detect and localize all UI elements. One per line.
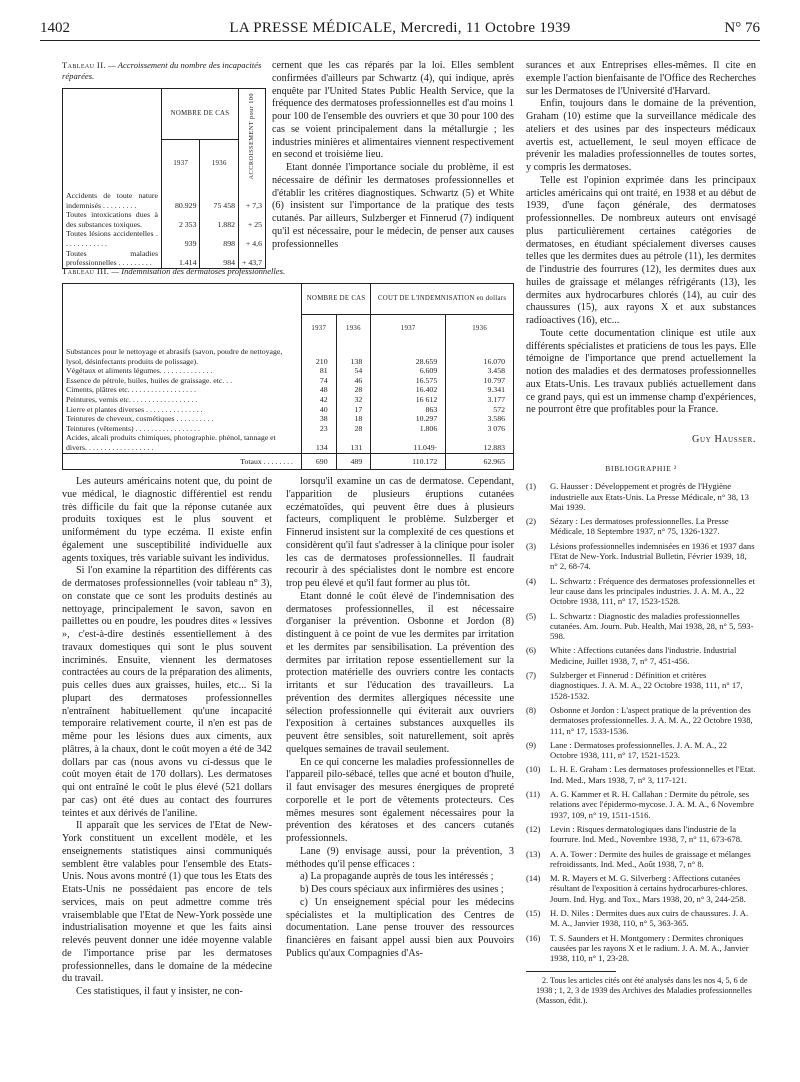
table-row <box>63 376 514 386</box>
cell-value: 10.297 <box>371 414 446 424</box>
paragraph: surances et aux Entreprises elles-mêmes. Il cite en exemple l'action bienfaisante de l'Office des Recherches sur les Dermatoses de l'Université d'Harvard. <box>526 60 756 97</box>
row-label: Végétaux et aliments légumes. . . . . . . . . . . . . . <box>66 366 213 376</box>
cell-value: + 4,6 <box>239 229 266 248</box>
bibliography-entry <box>526 849 756 870</box>
cell-value: + 25 <box>239 210 266 229</box>
paragraph: c) Un enseignement spécial pour les médecins spécialistes et la multiplication des Centres de documentation. Lane pense trouver des ressources financières en faisant appel aussi bien aux Pouvoirs Publics qu'aux Compagnies d'As- <box>286 896 514 959</box>
cell-value: 48 <box>302 385 337 395</box>
paragraph: Il apparaît que les services de l'Etat de New-York constituent un excellent modèle, et les enseignements statistiques ainsi communiqués semblent être valables pour l'ensemble des Etats-Unis. Nous avons montré (1) que tous les Etats des Etats-Unis ne possédaient pas encore de tels services, mais on peut admettre comme très vraisemblable que l'Etat de New-York possède une industrialisation moyenne et que les faits ainsi relevés peuvent donner une idée moyenne valable de l'importance prise par les dermatoses professionnelles, dans le domaine de la médecine du travail. <box>62 820 272 985</box>
bibliography-entry <box>526 908 756 929</box>
signature: Guy Hausser. <box>692 434 756 445</box>
ref-text: Osbonne et Jordon : L'aspect pratique de la prévention des dermatoses professionnelles. J. A. M. A., 22 Octobre 1938, 111, n° 17, 1533-1536. <box>550 704 753 736</box>
bibliography-entry <box>526 705 756 736</box>
cell-value: 1.806 <box>371 424 446 434</box>
row-label: Toutes lésions accidentelles . . . . . . . . . . . . <box>66 229 158 249</box>
cell-value: 9.341 <box>446 385 514 395</box>
table-2-body <box>63 187 266 268</box>
table-row <box>63 385 514 395</box>
cell-value: 10.797 <box>446 376 514 386</box>
table-row <box>63 405 514 415</box>
table-3-year: 1936 <box>336 315 371 344</box>
cell-value: 18 <box>336 414 371 424</box>
ref-text: L. H. E. Graham : Les dermatoses professionnelles et l'Etat. Ind. Med., Mars 1938, 7, n° 3, 117-121. <box>550 764 756 785</box>
paragraph: lorsqu'il examine un cas de dermatose. Cependant, l'apparition de plusieurs éruptions cutanées eczématoïdes, qui peuvent être dues à plusieurs facteurs, compliquent le problème. Sulzberger et Finnerud insistent sur la complexité de ces questions et considèrent qu'il faut s'adresser à la clinique pour isoler les cas de dermatoses professionnelles. Il faudrait recourir à des spécialistes dont le nombre est encore trop peu élevé et qu'il faut former au plus tôt. <box>286 476 514 589</box>
cell-value: 690 <box>302 453 337 470</box>
cell-value: 3 076 <box>446 424 514 434</box>
ref-text: G. Hausser : Développement et progrès de l'Hygiène industrielle aux Etats-Unis. La Presse Médicale, n° 38, 13 Mai 1939. <box>550 481 749 512</box>
right-column-upper <box>526 60 756 417</box>
ref-text: L. Schwartz : Fréquence des dermatoses professionnelles et leur cause dans les principales industries. J. A. M. A., 22 Octobre 1938, 111, n° 17, 1523-1528. <box>550 575 755 607</box>
ref-number: (5) <box>526 610 537 621</box>
row-label: Teintures (vêtements) . . . . . . . . . . . . . . . . . <box>66 423 200 433</box>
cell-value: + 7,3 <box>239 187 266 210</box>
footnote: 2. Tous les articles cités ont été analysés dans les nos 4, 5, 6 de 1938 ; 1, 2, 3 de 1939 des Archives des Maladies professionnelles (Masson, édit.). <box>536 976 752 1006</box>
row-label: Teintures de cheveux, cosmétiques . . . . . . . . . . <box>66 414 214 424</box>
footnote-rule <box>526 971 616 972</box>
table-2-year-1937: 1937 <box>162 140 200 187</box>
ref-text: White : Affections cutanées dans l'industrie. Industrial Medicine, Juillet 1938, 7, n° 7, 451-456. <box>550 645 737 666</box>
bibliography-entry <box>526 516 756 537</box>
bibliography-entry <box>526 873 756 904</box>
row-label: Acides, alcali produits chimiques, photographie. phénol, tannage et divers. . . . . . . . . . . . . . . . . . <box>66 433 276 452</box>
bibliography-entry <box>526 541 756 572</box>
paragraph: En ce qui concerne les maladies professionnelles de l'appareil pilo-sébacé, telles que acné et bouton d'huile, il faut envisager des mesures énergiques de propreté corporelle et le port de vêtements protecteurs. Ces mêmes mesures sont également nécessaires pour la prévention des kératoses et des cancers cutanés professionnels. <box>286 756 514 844</box>
ref-number: (8) <box>526 704 537 715</box>
table-3-header-cost: COUT DE L'INDEMNISATION en dollars <box>371 284 514 315</box>
ref-number: (14) <box>526 873 541 884</box>
header-rule <box>40 40 760 41</box>
row-label: Peintures, vernis etc. . . . . . . . . . . . . . . . . . <box>66 394 198 404</box>
table-2-block <box>62 60 266 269</box>
paragraph: Telle est l'opinion exprimée dans les principaux articles américains qui ont traité, en 1938 et au début de 1939, d'une façon générale, des dermatoses professionnelles. De nombreux auteurs ont envisagé plus particulièrement certaines catégories de dermatoses, en étudiant spécialement diverses causes telles que les dermites dues au pétrole (11), les dermites de l'industrie des fourrures (12), les dermites dues aux huiles de graissage et mélanges réfrigérants (13), les dermites aux hydrocarbures chlorés (14), au cuir des chaussures (15), aux rayons X et aux substances radioactives (16), etc... <box>526 174 756 326</box>
paragraph: Les auteurs américains notent que, du point de vue médical, le diagnostic différentiel est rendu très difficile du fait que la réponse cutanée aux produits toxiques est le plus souvent et uniformément du type eczéma. Il existe enfin également une susceptibilité individuelle aux agents toxiques, très variable suivant les individus. <box>62 476 272 564</box>
cell-value: 2 353 <box>162 210 200 229</box>
ref-number: (7) <box>526 670 537 681</box>
cell-value: 75 458 <box>200 187 239 210</box>
ref-text: A. A. Tower : Dermite des huiles de graissage et mélanges refroidissants. Ind. Med., Août 1938, 7, n° 8. <box>550 848 751 869</box>
bibliography-entry <box>526 645 756 666</box>
cell-value: 12.883 <box>446 433 514 453</box>
ref-number: (13) <box>526 848 541 859</box>
cell-value: 110.172 <box>371 453 446 470</box>
table-2-header-cases: NOMBRE DE CAS <box>162 89 239 140</box>
table-row <box>63 395 514 405</box>
cell-value: 1.882 <box>200 210 239 229</box>
table-2-year-1936: 1936 <box>200 140 239 187</box>
bibliography-entry <box>526 789 756 820</box>
ref-text: Lane : Dermatoses professionnelles. J. A. M. A., 22 Octobre 1938, 111, n° 17, 1521-1523. <box>550 739 728 761</box>
table-2-caption: Tableau II. — Accroissement du nombre des incapacités réparées. <box>62 60 262 81</box>
ref-number: (11) <box>526 789 540 800</box>
ref-text: Sézary : Les dermatoses professionnelles. La Presse Médicale, 18 Septembre 1937, n° 75, 1326-1327. <box>550 516 729 537</box>
table-row <box>63 343 514 366</box>
cell-value: 80.929 <box>162 187 200 210</box>
bibliography-entry <box>526 740 756 761</box>
bibliography-entry <box>526 764 756 785</box>
row-label: Ciments, plâtres etc. . . . . . . . . . . . . . . . . . <box>66 385 196 395</box>
paragraph: cernent que les cas réparés par la loi. Elles semblent confirmées d'ailleurs par Schwartz (4), qui indique, après enquête par l'United States Public Health Service, que la fréquence des dermatoses professionnelles est d'au moins 1 pour 100 de l'ensemble des ouvriers et que 30 pour 100 des cas se voient principalement dans la métallurgie ; les industries minières et alimentaires viennent respectivement en second et troisième lieu. <box>272 60 514 161</box>
ref-number: (6) <box>526 645 537 656</box>
cell-value: 81 <box>302 366 337 376</box>
cell-value: 16.070 <box>446 343 514 366</box>
bibliography-entry <box>526 670 756 701</box>
cell-value: 489 <box>336 453 371 470</box>
ref-number: (4) <box>526 575 537 586</box>
bibliography-entry <box>526 824 756 845</box>
cell-value: + 43,7 <box>239 249 266 269</box>
cell-value: 1.414 <box>162 249 200 269</box>
page-number: 1402 <box>40 20 70 36</box>
row-label: Essence de pétrole, huiles, huiles de graissage. etc. . . <box>66 375 233 385</box>
table-row <box>63 210 266 229</box>
cell-value: 3.458 <box>446 366 514 376</box>
table-3-year: 1937 <box>302 315 337 344</box>
ref-text: L. Schwartz : Diagnostic des maladies professionnelles cutanées. Am. Journ. Pub. Health, Mai 1938, 28, n° 5, 593-598. <box>550 610 754 642</box>
cell-value: 572 <box>446 405 514 415</box>
table-row <box>63 433 514 453</box>
table-row <box>63 229 266 248</box>
cell-value: 28 <box>336 385 371 395</box>
row-label: Totaux . . . . . . . . <box>63 453 302 470</box>
ref-text: A. G. Kammer et R. H. Callahan : Dermite du pétrole, ses relations avec l'épidermo-mycose. J. A. M. A., 6 Novembre 1937, 109, n° 19, 1511-1516. <box>550 789 754 820</box>
cell-value: 6.609 <box>371 366 446 376</box>
paragraph: b) Des cours spéciaux aux infirmières des usines ; <box>300 884 504 895</box>
journal-title: LA PRESSE MÉDICALE, Mercredi, 11 Octobre 1939 <box>229 20 571 36</box>
cell-value: 16 612 <box>371 395 446 405</box>
paragraph: Si l'on examine la répartition des différents cas de dermatoses professionnelles (voir tableau n° 3), on constate que ce sont les produits destinés au nettoyage, principalement le savon, savon en paillettes ou en poudre, les poudres dites « lessives », c'est-à-dire destinés essentiellement à des travaux domestiques qui sont le plus souvent incriminés. Ensuite, viennent les dermatoses contractées au cours de la préparation des aliments, puis celles dues aux graisses, huiles, etc... Si la plupart des dermatoses professionnelles n'entraînent habituellement qu'une incapacité temporaire relativement courte, il n'en est pas de même pour les lésions dues aux ciments, aux plâtres, à la chaux, dont le coût moyen a été de 342 dollars par cas (nous avons vu ci-dessus que le coût moyen était de 170 dollars). Les dermatoses qui ont entraîné le coût le plus élevé (521 dollars par cas) ont été dues au contact des fourrures teintes et aux dérivés de l'aniline. <box>62 565 272 819</box>
table-row <box>63 366 514 376</box>
paragraph: Enfin, toujours dans le domaine de la prévention, Graham (10) estime que la surveillance médicale des ateliers et des usines par des inspecteurs médicaux avertis est, actuellement, le seul moyen efficace de prévenir les maladies professionnelles de toutes sortes, y compris les dermatoses. <box>526 98 756 173</box>
ref-text: H. D. Niles : Dermites dues aux cuirs de chaussures. J. A. M. A., Janvier 1938, 110, n° 5, 363-365. <box>550 907 749 929</box>
cell-value: 16.575 <box>371 376 446 386</box>
table-3-caption: Tableau III. — Indemnisation des dermatoses professionnelles. <box>62 266 286 276</box>
table-3-year: 1936 <box>446 315 514 344</box>
table-3-block <box>62 266 522 470</box>
table-2-header-growth: ACCROISSEMENT pour 100 <box>239 89 266 188</box>
ref-number: (10) <box>526 764 541 775</box>
cell-value: 74 <box>302 376 337 386</box>
middle-column-lower <box>286 476 514 961</box>
cell-value: 939 <box>162 229 200 248</box>
cell-value: 898 <box>200 229 239 248</box>
running-header <box>40 20 760 40</box>
cell-value: 46 <box>336 376 371 386</box>
row-label: Toutes maladies professionnelles . . . . . . . . . <box>66 248 158 268</box>
ref-number: (3) <box>526 540 537 551</box>
paragraph: Toute cette documentation clinique est utile aux différents spécialistes et praticiens de tous les pays. Elle témoigne de l'importance que prend actuellement la notion des maladies et des dermatoses professionnelles aux Etats-Unis. Les travaux publiés actuellement dans ce grand pays, qui est un immense champ d'expériences, ne pourront être que profitables pour la France. <box>526 327 756 416</box>
cell-value: 38 <box>302 414 337 424</box>
paragraph: Ces statistiques, il faut y insister, ne con- <box>76 986 243 997</box>
issue-number: N° 76 <box>724 20 760 36</box>
ref-text: M. R. Mayers et M. G. Silverberg : Affections cutanées résultant de l'exposition à certains hydrocarbures-chlores. Journ. Ind. Hyg. and Tox., Mars 1938, 20, n° 3, 244-258. <box>550 873 748 904</box>
cell-value: 28.659 <box>371 343 446 366</box>
cell-value: 16.402 <box>371 385 446 395</box>
row-label: Accidents de toute nature indemnisés . . . . . . . . . <box>66 191 158 210</box>
table-2-stub-header <box>63 89 162 188</box>
table-row <box>63 414 514 424</box>
cell-value: 984 <box>200 249 239 269</box>
bibliography-list <box>526 481 756 963</box>
row-label: Lierre et plantes diverses . . . . . . . . . . . . . . . <box>66 404 203 414</box>
bibliography <box>526 464 756 1006</box>
cell-value: 3.586 <box>446 414 514 424</box>
cell-value: 138 <box>336 343 371 366</box>
cell-value: 17 <box>336 405 371 415</box>
ref-number: (1) <box>526 481 537 492</box>
ref-text: Levin : Risques dermatologiques dans l'industrie de la fourrure. Ind. Med., Novembre 1938, 7, n° 11, 673-678. <box>550 823 743 845</box>
table-total-row <box>63 453 514 470</box>
cell-value: 3.177 <box>446 395 514 405</box>
cell-value: 11.049· <box>371 433 446 453</box>
ref-text: Sulzberger et Finnerud : Définition et critères diagnostiques. J. A. M. A., 22 Octobre 1938, 111, n° 17, 1528-1532. <box>550 670 743 701</box>
ref-number: (9) <box>526 739 537 750</box>
cell-value: 134 <box>302 433 337 453</box>
ref-number: (12) <box>526 823 541 834</box>
table-2 <box>62 88 266 269</box>
paragraph: Etant donnée l'importance sociale du problème, il est nécessaire de définir les dermatoses professionnelles et d'établir les critères diagnostiques. Schwartz (5) et White (6) insistent sur l'importance de la pratique des tests cutanés. Par ailleurs, Sulzberger et Finnerud (7) indiquent qu'il est nécessaire, pour le médecin, de penser aux causes professionnelles <box>272 162 514 250</box>
cell-value: 210 <box>302 343 337 366</box>
table-3 <box>62 283 514 470</box>
left-column-lower <box>62 476 272 999</box>
cell-value: 54 <box>336 366 371 376</box>
paragraph: Lane (9) envisage aussi, pour la prévention, 3 méthodes qu'il pense efficaces : <box>286 845 514 870</box>
table-3-year: 1937 <box>371 315 446 344</box>
cell-value: 62.965 <box>446 453 514 470</box>
bibliography-entry <box>526 933 756 964</box>
ref-number: (16) <box>526 932 541 943</box>
ref-text: Lésions professionnelles indemnisées en 1936 et 1937 dans l'Etat de New-York. Industrial Bulletin, Février 1939, 18, n° 2, 68-74. <box>550 540 755 572</box>
ref-number: (2) <box>526 516 537 527</box>
cell-value: 863 <box>371 405 446 415</box>
middle-column-upper <box>272 60 514 251</box>
cell-value: 32 <box>336 395 371 405</box>
row-label: Substances pour le nettoyage et abrasifs (savon, poudre de nettoyage, lysol, désinfectants produits de polissage). <box>66 347 283 366</box>
ref-number: (15) <box>526 907 541 918</box>
bibliography-entry <box>526 576 756 607</box>
ref-text: T. S. Saunders et H. Montgomery : Dermites chroniques causées par les rayons X et le radium. J. A. M. A., Janvier 1938, 110, n° 1, 23-28. <box>550 932 749 964</box>
table-row <box>63 187 266 210</box>
paragraph: Etant donné le coût élevé de l'indemnisation des dermatoses professionnelles, il est nécessaire d'organiser la prévention. Osbonne et Jordon (8) distinguent à ce point de vue les dermites par irritation et les dermites par sensibilisation. La prévention des dermites par irritation repose essentiellement sur la protection matérielle des ouvriers contre les contacts irritants et sur l'éducation des travailleurs. La prévention des dermites allergiques nécessite une sélection professionnelle qui éviterait aux ouvriers l'exposition à certaines substances auxquelles ils peuvent être sensibles, soit naturellement, soit après quelques semaines de travail seulement. <box>286 590 514 755</box>
bibliography-entry <box>526 481 756 512</box>
table-row <box>63 424 514 434</box>
paragraph: a) La propagande auprès de tous les intéressés ; <box>300 871 494 883</box>
cell-value: 131 <box>336 433 371 453</box>
bibliography-heading: BIBLIOGRAPHIE ² <box>605 464 677 473</box>
cell-value: 23 <box>302 424 337 434</box>
table-3-body <box>63 343 514 470</box>
table-3-stub-header <box>63 284 302 344</box>
cell-value: 28 <box>336 424 371 434</box>
row-label: Toutes intoxications dues à des substances toxiques. <box>66 210 158 229</box>
cell-value: 42 <box>302 395 337 405</box>
cell-value: 40 <box>302 405 337 415</box>
bibliography-entry <box>526 611 756 642</box>
table-3-header-cases: NOMBRE DE CAS <box>302 284 371 315</box>
